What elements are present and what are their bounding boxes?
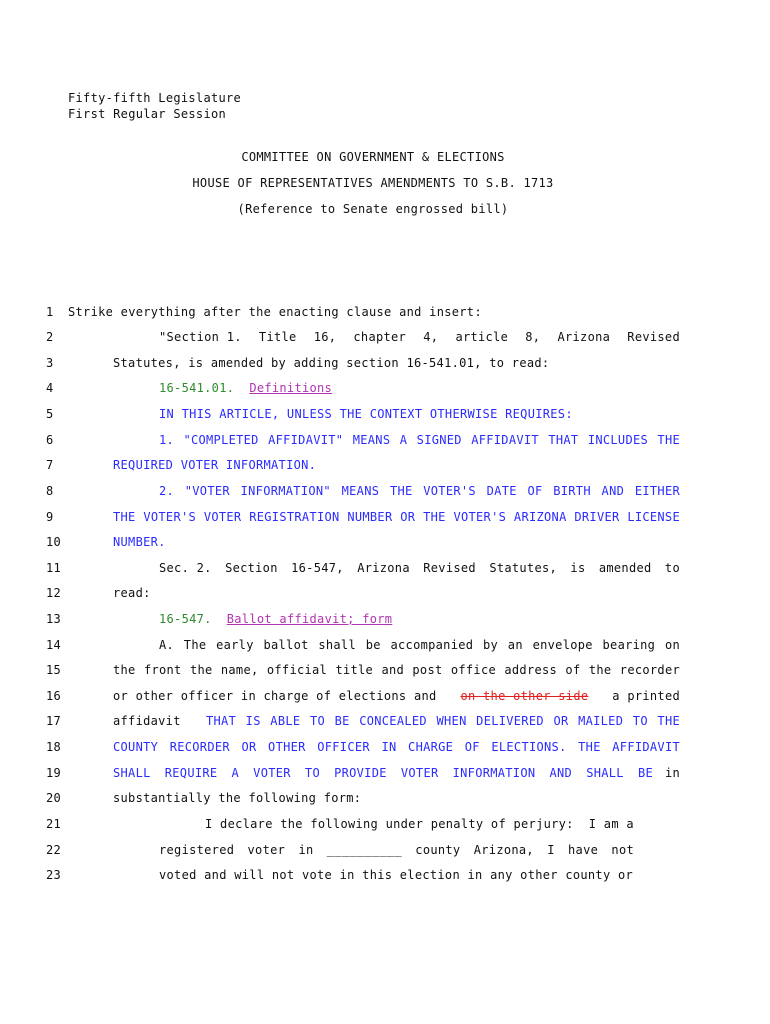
- word: Arizona: [557, 330, 611, 344]
- word: Sec. 2.: [159, 561, 212, 575]
- word: Arizona: [357, 561, 410, 575]
- line-number: 21: [46, 817, 62, 831]
- line-number: 2: [46, 330, 54, 344]
- body-line-5: IN THIS ARTICLE, UNLESS THE CONTEXT OTHERWISE REQUIRES:: [159, 407, 573, 421]
- body-line-20: substantially the following form:: [113, 791, 362, 805]
- legislature-line: Fifty-fifth Legislature: [68, 91, 242, 105]
- line-number: 20: [46, 791, 62, 805]
- word: Title: [258, 330, 297, 344]
- line-number: 19: [46, 766, 62, 780]
- amendment-title: HOUSE OF REPRESENTATIVES AMENDMENTS TO S.B. 1713: [192, 176, 554, 190]
- line-number: 9: [46, 510, 54, 524]
- text-run: or other officer in charge of elections and: [113, 689, 437, 703]
- line-number: 4: [46, 381, 54, 395]
- deleted-text: on the other side: [460, 689, 589, 703]
- body-line-17: [113, 714, 680, 728]
- text-run: a printed: [612, 689, 680, 703]
- body-line-22: registered voter in __________ county Arizona, I have not: [159, 843, 634, 857]
- word: chapter: [353, 330, 407, 344]
- body-line-3: Statutes, is amended by adding section 16-541.01, to read:: [113, 356, 550, 370]
- text-run: in: [664, 766, 680, 780]
- body-line-7: REQUIRED VOTER INFORMATION.: [113, 458, 317, 472]
- body-line-18: COUNTY RECORDER OR OTHER OFFICER IN CHARGE OF ELECTIONS. THE AFFIDAVIT: [113, 740, 680, 754]
- body-line-19: [113, 766, 680, 780]
- line-number: 22: [46, 843, 62, 857]
- body-line-11: [159, 561, 680, 575]
- line-number: 8: [46, 484, 54, 498]
- word: 16,: [313, 330, 337, 344]
- reference-line: (Reference to Senate engrossed bill): [237, 202, 509, 216]
- line-number: 12: [46, 586, 62, 600]
- line-number: 23: [46, 868, 62, 882]
- section-heading: Ballot affidavit; form: [226, 612, 393, 626]
- word: article: [455, 330, 509, 344]
- body-line-8: 2. "VOTER INFORMATION" MEANS THE VOTER'S DATE OF BIRTH AND EITHER: [159, 484, 680, 498]
- word: Section: [225, 561, 278, 575]
- body-line-10: NUMBER.: [113, 535, 166, 549]
- line-number: 3: [46, 356, 54, 370]
- line-number: 7: [46, 458, 54, 472]
- line-number: 13: [46, 612, 62, 626]
- line-number: 15: [46, 663, 62, 677]
- inserted-text: SHALL REQUIRE A VOTER TO PROVIDE VOTER INFORMATION AND SHALL BE: [113, 766, 653, 780]
- text-run: affidavit: [113, 714, 181, 728]
- body-line-23: voted and will not vote in this election in any other county or: [159, 868, 634, 882]
- body-line-13: [159, 612, 392, 626]
- committee-title: COMMITTEE ON GOVERNMENT & ELECTIONS: [241, 150, 505, 164]
- body-line-1: Strike everything after the enacting clause and insert:: [68, 305, 482, 319]
- body-line-12: read:: [113, 586, 151, 600]
- section-number: 16-541.01.: [159, 381, 235, 395]
- body-line-15: the front the name, official title and post office address of the recorder: [113, 663, 680, 677]
- body-line-16: [113, 689, 680, 703]
- word: Statutes,: [489, 561, 558, 575]
- word: 4,: [423, 330, 439, 344]
- section-number: 16-547.: [159, 612, 212, 626]
- word: Revised: [627, 330, 680, 344]
- word: 16-547,: [291, 561, 344, 575]
- body-line-9: THE VOTER'S VOTER REGISTRATION NUMBER OR THE VOTER'S ARIZONA DRIVER LICENSE: [113, 510, 680, 524]
- line-number: 17: [46, 714, 62, 728]
- word: is: [570, 561, 586, 575]
- line-number: 11: [46, 561, 62, 575]
- body-line-6: 1. "COMPLETED AFFIDAVIT" MEANS A SIGNED AFFIDAVIT THAT INCLUDES THE: [159, 433, 680, 447]
- line-number: 16: [46, 689, 62, 703]
- line-number: 6: [46, 433, 54, 447]
- section-heading: Definitions: [249, 381, 333, 395]
- line-number: 10: [46, 535, 62, 549]
- line-number: 5: [46, 407, 54, 421]
- word: "Section 1.: [159, 330, 242, 344]
- word: amended: [598, 561, 652, 575]
- body-line-21: I declare the following under penalty of perjury: I am a: [205, 817, 634, 831]
- word: Revised: [423, 561, 476, 575]
- word: to: [664, 561, 680, 575]
- line-number: 18: [46, 740, 62, 754]
- body-line-2: [159, 330, 680, 344]
- line-number: 1: [46, 305, 54, 319]
- body-line-14: A. The early ballot shall be accompanied by an envelope bearing on: [159, 638, 680, 652]
- word: 8,: [525, 330, 541, 344]
- session-line: First Regular Session: [68, 107, 227, 121]
- inserted-text: THAT IS ABLE TO BE CONCEALED WHEN DELIVERED OR MAILED TO THE: [206, 714, 680, 728]
- line-number: 14: [46, 638, 62, 652]
- body-line-4: [159, 381, 332, 395]
